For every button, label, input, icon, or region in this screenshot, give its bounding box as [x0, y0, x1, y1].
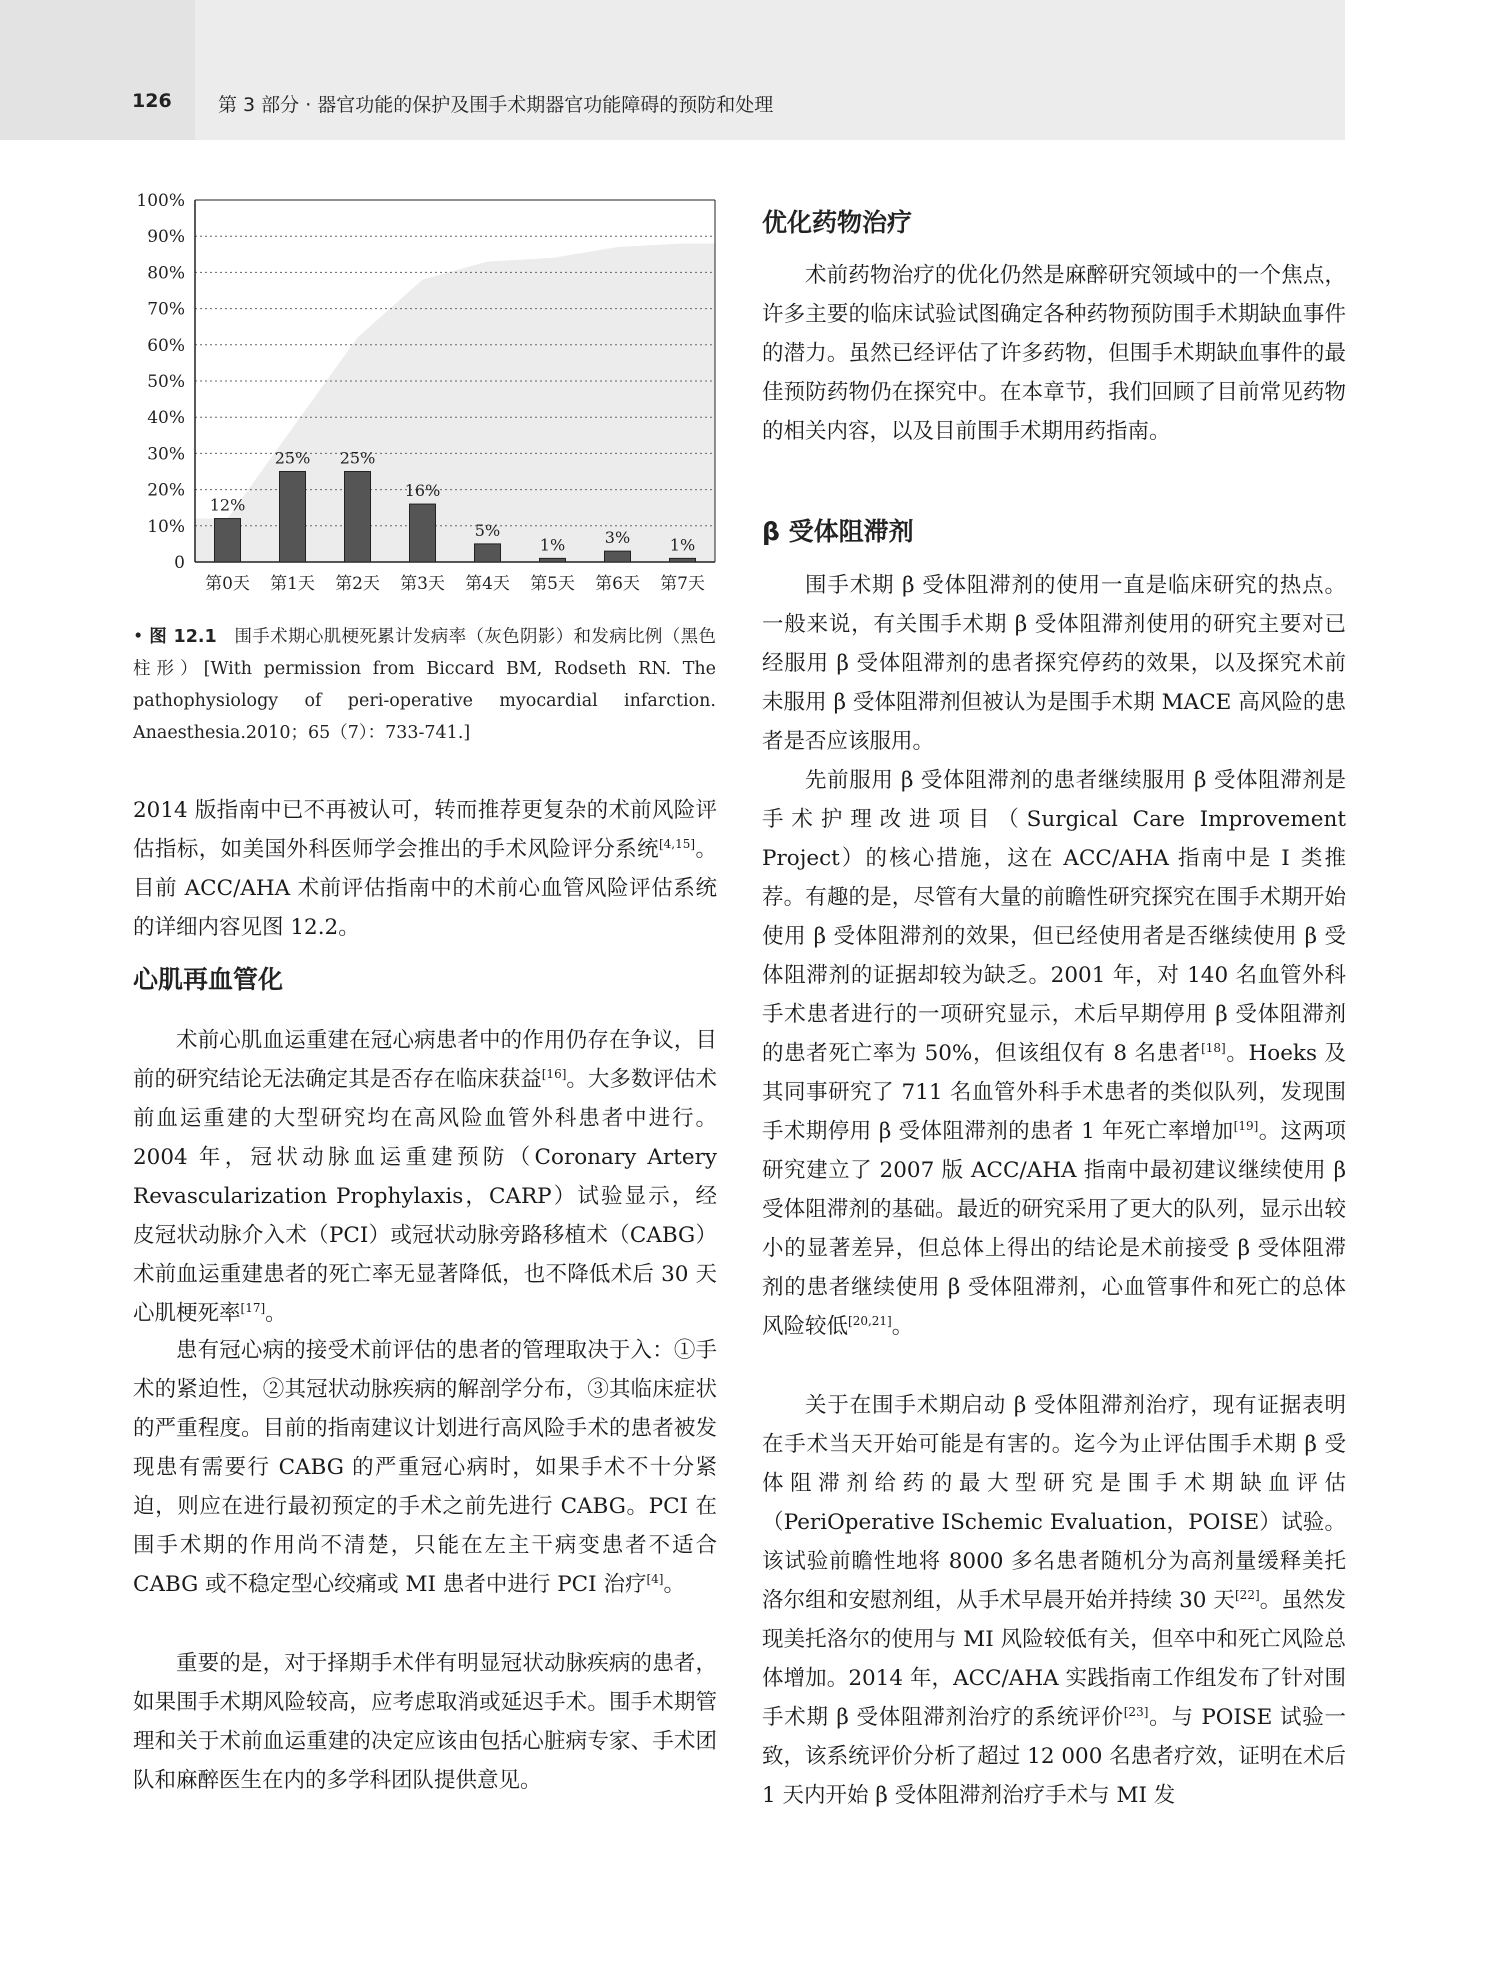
citation: [20,21]: [848, 1313, 892, 1328]
section-heading-drug-optimization: 优化药物治疗: [762, 208, 913, 237]
left-paragraph-2: 术前心肌血运重建在冠心病患者中的作用仍存在争议，目前的研究结论无法确定其是否存在临床获益[16]。大多数评估术前血运重建的大型研究均在高风险血管外科患者中进行。2004 年，冠状动脉血运重建预防（Coronary Artery Revascularization Prophylaxis，CARP）试验显示，经皮冠状动脉介入术（PCI）或冠状动脉旁路移植术（CABG）术前血运重建患者的死亡率无显著降低，也不降低术后 30 天心肌梗死率[17]。: [133, 1028, 717, 1326]
data-label: 3%: [604, 528, 631, 548]
y-tick-label: 10%: [147, 516, 185, 537]
citation: [16]: [541, 1066, 567, 1081]
bar-第6天: [605, 551, 631, 562]
page-number: 126: [132, 90, 172, 112]
y-tick-label: 60%: [147, 335, 185, 356]
citation: [18]: [1201, 1040, 1226, 1055]
citation: [19]: [1233, 1118, 1259, 1133]
y-tick-label: 0: [174, 553, 185, 573]
right-paragraph-2: 围手术期 β 受体阻滞剂的使用一直是临床研究的热点。一般来说，有关围手术期 β 受体阻滞剂使用的研究主要对已经服用 β 受体阻滞剂的患者探究停药的效果，以及探究术前未服用 β 受体阻滞剂但被认为是围手术期 MACE 高风险的患者是否应该服用。: [762, 573, 1346, 754]
bar-第3天: [410, 504, 436, 562]
citation: [23]: [1123, 1704, 1149, 1719]
y-tick-label: 90%: [147, 227, 185, 248]
y-tick-label: 80%: [147, 263, 185, 284]
data-label: 12%: [209, 495, 246, 515]
y-tick-label: 100%: [136, 191, 185, 211]
right-paragraph-3: 先前服用 β 受体阻滞剂的患者继续服用 β 受体阻滞剂是手术护理改进项目（Surgical Care Improvement Project）的核心措施，这在 ACC/AHA 指南中是 Ⅰ 类推荐。有趣的是，尽管有大量的前瞻性研究探究在围手术期开始使用 β 受体阻滞剂的效果，但已经使用者是否继续使用 β 受体阻滞剂的证据却较为缺乏。2001 年，对 140 名血管外科手术患者进行的一项研究显示，术后早期停用 β 受体阻滞剂的患者死亡率为 50%，但该组仅有 8 名患者[18]。Hoeks 及其同事研究了 711 名血管外科手术患者的类似队列，发现围手术期停用 β 受体阻滞剂的患者 1 年死亡率增加[19]。这两项研究建立了 2007 版 ACC/AHA 指南中最初建议继续使用 β 受体阻滞剂的基础。最近的研究采用了更大的队列，显示出较小的显著差异，但总体上得出的结论是术前接受 β 受体阻滞剂的患者继续使用 β 受体阻滞剂，心血管事件和死亡的总体风险较低[20,21]。: [762, 768, 1346, 1339]
y-tick-label: 50%: [147, 372, 185, 392]
right-paragraph-4: 关于在围手术期启动 β 受体阻滞剂治疗，现有证据表明在手术当天开始可能是有害的。迄今为止评估围手术期 β 受体阻滞剂给药的最大型研究是围手术期缺血评估（PeriOperative ISchemic Evaluation，POISE）试验。该试验前瞻性地将 8000 多名患者随机分为高剂量缓释美托洛尔组和安慰剂组，从手术早晨开始并持续 30 天[22]。虽然发现美托洛尔的使用与 MI 风险较低有关，但卒中和死亡风险总体增加。2014 年，ACC/AHA 实践指南工作组发布了针对围手术期 β 受体阻滞剂治疗的系统评价[23]。与 POISE 试验一致，该系统评价分析了超过 12 000 名患者疗效，证明在术后 1 天内开始 β 受体阻滞剂治疗手术与 MI 发: [762, 1393, 1346, 1808]
citation: [4,15]: [658, 836, 696, 851]
bar-第2天: [345, 472, 371, 563]
data-label: 5%: [474, 520, 501, 540]
x-tick-label: 第7天: [660, 574, 705, 594]
running-title: 第 3 部分 · 器官功能的保护及围手术期器官功能障碍的预防和处理: [218, 94, 774, 116]
left-paragraph-1: 2014 版指南中已不再被认可，转而推荐更复杂的术前风险评估指标，如美国外科医师学会推出的手术风险评分系统[4,15]。目前 ACC/AHA 术前评估指南中的术前心血管风险评估系统的详细内容见图 12.2。: [133, 798, 717, 940]
data-label: 25%: [274, 448, 311, 468]
y-tick-label: 20%: [147, 480, 185, 501]
y-tick-label: 30%: [147, 444, 185, 465]
section-heading-beta-blockers: β 受体阻滞剂: [762, 517, 914, 546]
x-tick-label: 第4天: [465, 574, 510, 594]
data-label: 1%: [669, 535, 696, 555]
figure-label: 图 12.1: [149, 627, 217, 647]
data-label: 25%: [339, 448, 376, 468]
right-paragraph-1: 术前药物治疗的优化仍然是麻醉研究领域中的一个焦点，许多主要的临床试验试图确定各种药物预防围手术期缺血事件的潜力。虽然已经评估了许多药物，但围手术期缺血事件的最佳预防药物仍在探究中。在本章节，我们回顾了目前常见药物的相关内容，以及目前围手术期用药指南。: [762, 263, 1346, 444]
bar-第4天: [475, 544, 501, 562]
left-paragraph-3: 患有冠心病的接受术前评估的患者的管理取决于入：①手术的紧迫性，②其冠状动脉疾病的解剖学分布，③其临床症状的严重程度。目前的指南建议计划进行高风险手术的患者被发现患有需要行 CABG 的严重冠心病时，如果手术不十分紧迫，则应在进行最初预定的手术之前先进行 CABG。PCI 在围手术期的作用尚不清楚，只能在左主干病变患者不适合 CABG 或不稳定型心绞痛或 MI 患者中进行 PCI 治疗[4]。: [133, 1338, 717, 1597]
data-label: 16%: [404, 481, 441, 501]
bar-第1天: [280, 472, 306, 563]
x-tick-label: 第6天: [595, 574, 640, 594]
page-number-box: [0, 0, 195, 140]
citation: [22]: [1235, 1587, 1260, 1602]
figure-caption: [133, 621, 716, 749]
data-label: 1%: [539, 535, 566, 555]
citation: [4]: [646, 1571, 664, 1586]
x-tick-label: 第5天: [530, 574, 575, 594]
x-tick-label: 第1天: [270, 574, 315, 594]
bar-第5天: [540, 558, 566, 562]
x-tick-label: 第0天: [205, 574, 250, 594]
y-tick-label: 70%: [147, 299, 185, 320]
left-paragraph-4: 重要的是，对于择期手术伴有明显冠状动脉疾病的患者，如果围手术期风险较高，应考虑取消或延迟手术。围手术期管理和关于术前血运重建的决定应该由包括心脏病专家、手术团队和麻醉医生在内的多学科团队提供意见。: [133, 1651, 717, 1793]
figure-12-1-chart: [125, 190, 725, 610]
citation: [17]: [240, 1300, 266, 1315]
caption-bullet: •: [133, 627, 144, 647]
running-header: [0, 0, 1345, 140]
x-tick-label: 第2天: [335, 574, 380, 594]
y-tick-label: 40%: [147, 408, 185, 429]
x-tick-label: 第3天: [400, 574, 445, 594]
bar-第7天: [670, 558, 696, 562]
caption-text: 围手术期心肌梗死累计发病率（灰色阴影）和发病比例（黑色柱形）[With permission from Biccard BM, Rodseth RN. The pathophysiology of peri-operative myocardial infarction. Anaesthesia.2010；65（7）：733-741.]: [133, 627, 716, 743]
section-heading-revascularization: 心肌再血管化: [133, 965, 284, 994]
bar-第0天: [215, 519, 241, 562]
